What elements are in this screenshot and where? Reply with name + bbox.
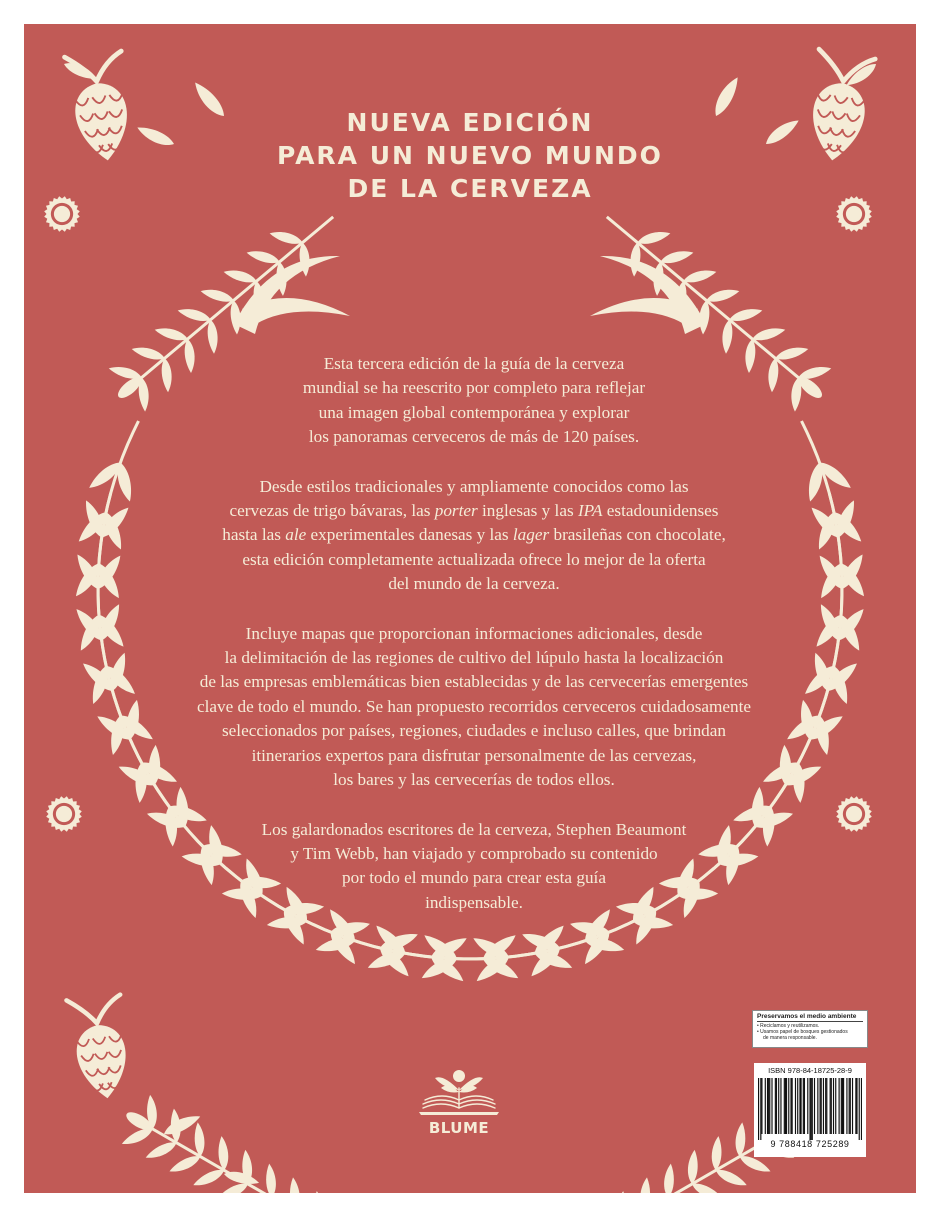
hop-body bbox=[73, 1022, 131, 1102]
cap-center bbox=[54, 206, 70, 222]
text-segment: inglesas y las bbox=[477, 501, 578, 521]
barcode-bar bbox=[846, 1078, 847, 1134]
text-segment: por todo el mundo para crear esta guía bbox=[342, 868, 606, 888]
barcode-bar bbox=[826, 1078, 827, 1134]
wheat-grain bbox=[751, 326, 786, 342]
wheat-grain bbox=[705, 288, 740, 304]
wreath-tip bbox=[234, 256, 340, 334]
text-segment: Incluye mapas que proporcionan informaciones adicionales, desde bbox=[245, 623, 703, 643]
barcode-bar bbox=[758, 1078, 759, 1140]
ean-number: 9 788418 725289 bbox=[770, 1139, 850, 1149]
blurb-line bbox=[174, 670, 774, 694]
bottle-cap-icon bbox=[836, 796, 872, 832]
text-segment: brasileñas con chocolate, bbox=[549, 525, 726, 545]
barcode-bar bbox=[852, 1078, 853, 1134]
barcode-bar bbox=[800, 1078, 801, 1134]
text-segment: del mundo de la cerveza. bbox=[388, 574, 560, 594]
wheat-grain bbox=[311, 1191, 327, 1193]
blurb-line bbox=[174, 866, 774, 890]
blurb-line bbox=[174, 548, 774, 572]
blurb-paragraph bbox=[174, 622, 774, 793]
text-segment: indispensable. bbox=[425, 892, 523, 912]
headline-line-2: PARA UN NUEVO MUNDO bbox=[277, 141, 663, 170]
publisher-logo bbox=[394, 1064, 524, 1137]
open-book-plant-icon bbox=[417, 1064, 501, 1116]
barcode-bar bbox=[768, 1078, 769, 1134]
barcode-bar bbox=[861, 1078, 862, 1140]
environment-notice-item: • Usamos papel de bosques gestionados bbox=[757, 1029, 848, 1035]
environment-notice-title: Preservamos el medio ambiente bbox=[757, 1013, 863, 1022]
barcode-bar bbox=[792, 1078, 793, 1134]
blurb-line bbox=[174, 818, 774, 842]
wheat-grain bbox=[162, 358, 172, 392]
barcode-bar bbox=[799, 1078, 800, 1134]
text-segment: de las empresas emblemáticas bien establecidas y de las cervecerías emergentes bbox=[199, 672, 749, 692]
barcode-bar bbox=[835, 1078, 836, 1134]
wheat-grain bbox=[638, 1177, 654, 1193]
wheat-grain bbox=[269, 230, 304, 246]
wheat-grain bbox=[661, 1163, 677, 1193]
cap-center bbox=[846, 806, 862, 822]
wheat-grain bbox=[653, 262, 663, 296]
environment-notice-item: • Reciclamos y reutilizamos. bbox=[757, 1023, 820, 1029]
text-segment: itinerarios expertos para disfrutar personalmente de las cervezas, bbox=[251, 745, 697, 765]
barcode-bar bbox=[842, 1078, 843, 1134]
text-segment: seleccionados por países, regiones, ciudades e incluso calles, que brindan bbox=[221, 721, 726, 741]
blurb-line bbox=[174, 523, 774, 547]
barcode-bar bbox=[761, 1078, 762, 1134]
italic-term: porter bbox=[434, 501, 478, 521]
blurb-line bbox=[174, 475, 774, 499]
wheat-grain bbox=[682, 268, 717, 284]
wheat-grain bbox=[131, 346, 166, 362]
barcode-bar bbox=[785, 1078, 786, 1134]
text-segment: experimentales danesas y las bbox=[306, 525, 513, 545]
text-segment: una imagen global contemporánea y explorar bbox=[318, 402, 630, 422]
wheat-grain bbox=[191, 1167, 226, 1188]
blurb-line bbox=[174, 401, 774, 425]
wheat-grain bbox=[208, 320, 218, 354]
text-segment: cervezas de trigo bávaras, las bbox=[229, 501, 435, 521]
wheat-grain bbox=[231, 300, 241, 334]
barcode-bar bbox=[841, 1078, 842, 1134]
barcode-bar bbox=[811, 1078, 812, 1140]
italic-term: IPA bbox=[577, 501, 603, 521]
blurb-line bbox=[174, 425, 774, 449]
wheat-grain bbox=[722, 320, 732, 354]
wheat-grain bbox=[263, 1163, 279, 1193]
wheat-grain bbox=[223, 268, 258, 284]
barcode-bar bbox=[797, 1078, 798, 1134]
wheat-grain bbox=[277, 262, 287, 296]
italic-term: ale bbox=[285, 525, 307, 545]
text-segment: mundial se ha reescrito por completo para reflejar bbox=[302, 378, 646, 398]
text-segment: Desde estilos tradicionales y ampliamente conocidos como las bbox=[259, 476, 689, 496]
barcode-bar bbox=[771, 1078, 772, 1134]
barcode-bar bbox=[803, 1078, 804, 1134]
cap-center bbox=[56, 806, 72, 822]
barcode-bar bbox=[804, 1078, 805, 1134]
headline-line-1: NUEVA EDICIÓN bbox=[346, 108, 594, 137]
blurb-line bbox=[174, 622, 774, 646]
wheat-grain bbox=[200, 288, 235, 304]
barcode-bar bbox=[821, 1078, 822, 1134]
wheat-grain bbox=[659, 249, 694, 265]
back-cover bbox=[24, 24, 916, 1193]
barcode-bar bbox=[831, 1078, 832, 1134]
barcode-bar bbox=[823, 1078, 824, 1134]
barcode-bar bbox=[807, 1078, 808, 1134]
barcode-bar bbox=[760, 1078, 761, 1140]
wheat-grain bbox=[120, 1126, 155, 1147]
blurb-line bbox=[174, 719, 774, 743]
barcode-bar bbox=[814, 1078, 815, 1134]
wheat-grain bbox=[287, 1177, 303, 1193]
barcode-bar bbox=[833, 1078, 834, 1134]
wheat-grain bbox=[614, 1191, 630, 1193]
blurb-paragraph bbox=[174, 818, 774, 916]
wreath-tip bbox=[600, 256, 706, 334]
barcode-bar bbox=[839, 1078, 840, 1134]
barcode-bar bbox=[825, 1078, 826, 1134]
italic-term: lager bbox=[512, 525, 550, 545]
barcode-bar bbox=[849, 1078, 850, 1134]
blurb-line bbox=[174, 891, 774, 915]
environment-notice bbox=[752, 1010, 868, 1048]
barcode-bar bbox=[812, 1078, 813, 1140]
blurb-line bbox=[174, 352, 774, 376]
blurb-line bbox=[174, 842, 774, 866]
publisher-name: BLUME bbox=[428, 1119, 490, 1137]
hop-stem bbox=[66, 993, 123, 1027]
wheat-grain bbox=[167, 1154, 202, 1175]
blurb-line bbox=[174, 646, 774, 670]
barcode-bar bbox=[795, 1078, 796, 1134]
barcode-bar bbox=[786, 1078, 787, 1134]
text-segment: clave de todo el mundo. Se han propuesto recorridos cerveceros cuidadosamente bbox=[196, 696, 752, 716]
barcode-bar bbox=[850, 1078, 851, 1134]
text-segment: esta edición completamente actualizada ofrece lo mejor de la oferta bbox=[242, 549, 706, 569]
barcode-bar bbox=[765, 1078, 766, 1134]
bottle-cap-icon bbox=[46, 796, 82, 832]
wheat-grain bbox=[177, 307, 212, 323]
barcode-bar bbox=[780, 1078, 781, 1134]
barcode-bar bbox=[769, 1078, 770, 1134]
wheat-grain bbox=[154, 326, 189, 342]
blurb-paragraph bbox=[174, 352, 774, 450]
wheat-grain bbox=[774, 346, 809, 362]
headline-line-3: DE LA CERVEZA bbox=[347, 174, 593, 203]
barcode-bar bbox=[778, 1078, 779, 1134]
barcode-bar bbox=[775, 1078, 776, 1134]
text-segment: hasta las bbox=[222, 525, 286, 545]
barcode-bars bbox=[758, 1078, 862, 1140]
wheat-grain bbox=[728, 307, 763, 323]
text-segment: Esta tercera edición de la guía de la cerveza bbox=[323, 354, 625, 373]
wheat-grain bbox=[699, 300, 709, 334]
wheat-grain bbox=[714, 1167, 749, 1188]
text-segment: los panoramas cerveceros de más de 120 países. bbox=[308, 427, 640, 447]
barcode-bar bbox=[809, 1078, 810, 1140]
headline bbox=[24, 106, 916, 205]
blurb-line bbox=[174, 768, 774, 792]
barcode-bar bbox=[843, 1078, 844, 1134]
text-segment: Los galardonados escritores de la cerveza, Stephen Beaumont bbox=[261, 819, 687, 839]
blurb-line bbox=[174, 572, 774, 596]
text-segment: la delimitación de las regiones de cultivo del lúpulo hasta la localización bbox=[224, 648, 724, 668]
environment-notice-item: de manera responsable. bbox=[763, 1035, 817, 1041]
barcode-bar bbox=[855, 1078, 856, 1134]
text-segment: estadounidenses bbox=[602, 501, 719, 521]
barcode-bar bbox=[790, 1078, 791, 1134]
blurb-paragraph bbox=[174, 475, 774, 597]
barcode-bar bbox=[776, 1078, 777, 1134]
blurb-line bbox=[174, 695, 774, 719]
isbn-barcode bbox=[754, 1063, 866, 1157]
barcode-bar bbox=[767, 1078, 768, 1134]
barcode-bar bbox=[859, 1078, 860, 1140]
barcode-bar bbox=[830, 1078, 831, 1134]
barcode-bar bbox=[784, 1078, 785, 1134]
hop-cone-icon bbox=[66, 993, 134, 1102]
text-segment: y Tim Webb, han viajado y comprobado su contenido bbox=[290, 843, 658, 863]
blurb-line bbox=[174, 744, 774, 768]
blurb-line bbox=[174, 376, 774, 400]
barcode-bar bbox=[788, 1078, 789, 1134]
barcode-bar bbox=[856, 1078, 857, 1134]
cap-center bbox=[846, 206, 862, 222]
wheat-grain bbox=[144, 1140, 179, 1161]
text-segment: los bares y las cervecerías de todos ellos. bbox=[333, 770, 615, 790]
blurb-line bbox=[174, 499, 774, 523]
barcode-bar bbox=[820, 1078, 821, 1134]
wheat-grain bbox=[636, 230, 671, 246]
blurb-text bbox=[174, 352, 774, 940]
barcode-bar bbox=[817, 1078, 818, 1134]
isbn-label: ISBN 978-84-18725-28-9 bbox=[768, 1066, 852, 1075]
wheat-grain bbox=[246, 249, 281, 265]
